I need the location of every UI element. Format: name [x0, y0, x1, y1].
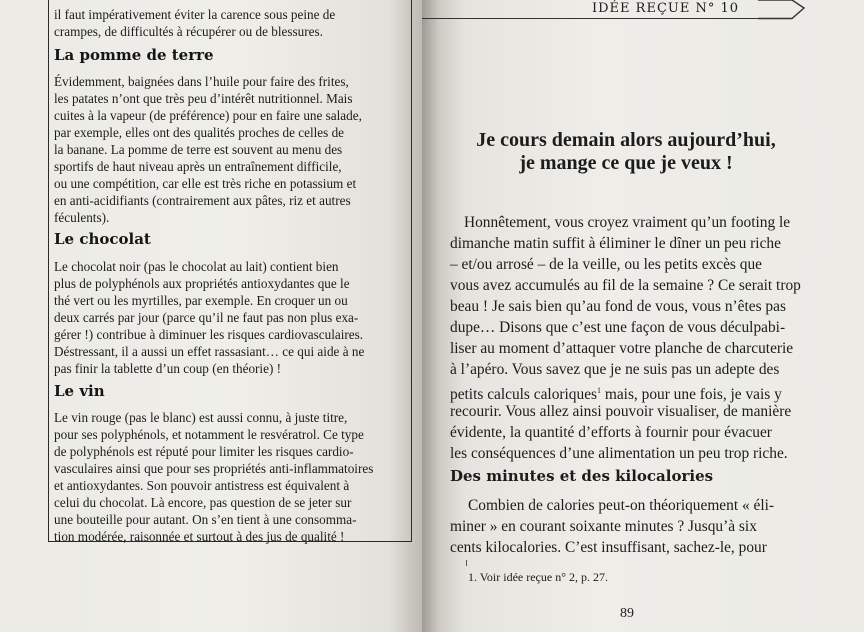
chapter-title-line: je mange ce que je veux ! — [519, 152, 733, 174]
body-text-line: les conséquences d’une alimentation un peu trop riche. — [450, 445, 788, 462]
chapter-title-line: Je cours demain alors aujourd’hui, — [476, 129, 776, 151]
sidebar-text-line: vasculaires ainsi que pour ses propriétés anti-inflammatoires — [54, 461, 374, 476]
sidebar-text-line: Évidemment, baignées dans l’huile pour faire des frites, — [54, 74, 349, 89]
header-tab-label: IDÉE REÇUE N° 10 — [592, 1, 740, 16]
sidebar-text-line: ou une compétition, car elle est très riche en potassium et — [54, 176, 357, 191]
body-text-line: beau ! Je sais bien qu’au fond de vous, vous n’êtes pas — [450, 298, 786, 315]
body-text-line: – et/ou arrosé – de la veille, ou les petits excès que — [450, 256, 762, 273]
section-heading: Des minutes et des kilocalories — [450, 467, 714, 485]
sidebar-text-line: thé vert ou les myrtilles, par exemple. En croquer un ou — [54, 293, 348, 308]
sidebar-text-line: et antioxydantes. Son pouvoir antistress est équivalent à — [54, 478, 350, 493]
sidebar-heading: Le chocolat — [54, 230, 151, 248]
sidebar-text-line: Le chocolat noir (pas le chocolat au lait) contient bien — [54, 259, 339, 274]
sidebar-text-line: la banane. La pomme de terre est souvent au menu des — [54, 142, 343, 157]
sidebar-text-line: sportifs de haut niveau après un entraînement difficile, — [54, 159, 342, 174]
sidebar-text-line: de polyphénols est réputé pour limiter les risques cardio- — [54, 444, 354, 459]
footnote-rule — [466, 560, 467, 566]
sidebar-text-line: une bouteille pour autant. On s’en tient à une consomma- — [54, 512, 357, 527]
sidebar-text-line: plus de polyphénols aux propriétés antioxydantes que le — [54, 276, 350, 291]
footnote-ref: 1 — [597, 386, 602, 395]
sidebar-text-line: deux carrés par jour (parce qu’il ne faut pas non plus exa- — [54, 310, 359, 325]
sidebar-text-line: les patates n’ont que très peu d’intérêt nutritionnel. Mais — [54, 91, 353, 106]
sidebar-heading: La pomme de terre — [54, 46, 214, 64]
sidebar-text-line: par exemple, elles ont des qualités proches de celles de — [54, 125, 345, 140]
body-text-line: miner » en courant soixante minutes ? Jusqu’à six — [450, 518, 757, 535]
sidebar-text-line: en anti-acidifiants (contrairement aux pâtes, riz et autres — [54, 193, 351, 208]
body-text-line: Combien de calories peut-on théoriquement « éli- — [468, 497, 775, 514]
sidebar-text-line: crampes, de difficultés à récupérer ou de blessures. — [54, 24, 323, 39]
sidebar-heading: Le vin — [54, 382, 105, 400]
body-text-line: évidente, la quantité d’efforts à fournir pour évacuer — [450, 424, 772, 441]
sidebar-text-line: pour ses polyphénols, et notamment le resvératrol. Ce type — [54, 427, 364, 442]
sidebar-text-line: pas finir la tablette d’un coup (en théorie) ! — [54, 361, 282, 376]
body-text-line: à l’apéro. Vous savez que je ne suis pas un adepte des — [450, 361, 780, 378]
sidebar-text-line: Déstressant, il a aussi un effet rassasiant… ce qui aide à ne — [54, 344, 365, 359]
sidebar-text-line: gérer !) contribue à diminuer les risques cardiovasculaires. — [54, 327, 364, 342]
body-text-line: Honnêtement, vous croyez vraiment qu’un footing le — [464, 214, 791, 231]
sidebar-text-line: Le vin rouge (pas le blanc) est aussi connu, à juste titre, — [54, 410, 348, 425]
footnote: 1. Voir idée reçue n° 2, p. 27. — [468, 570, 608, 584]
body-text-line: dimanche matin suffit à éliminer le dîner un peu riche — [450, 235, 781, 252]
body-text-line: vous avez accumulés au fil de la semaine ? Ce serait trop — [450, 277, 801, 294]
body-text-segment: mais, pour une fois, je vais y — [601, 386, 782, 404]
sidebar-text-line: cuites à la vapeur (de préférence) pour en faire une salade, — [54, 108, 362, 123]
body-text-line: cents kilocalories. C’est insuffisant, sachez-le, pour — [450, 539, 767, 556]
body-text-line: recourir. Vous allez ainsi pouvoir visualiser, de manière — [450, 403, 792, 420]
body-text-line: liser au moment d’attaquer votre planche de charcuterie — [450, 340, 794, 357]
body-text-segment: petits calculs caloriques — [450, 386, 598, 404]
header-arrow-icon — [758, 0, 808, 21]
body-text-line: dupe… Disons que c’est une façon de vous déculpabi- — [450, 319, 786, 336]
sidebar-text-line: tion modérée, raisonnée et surtout à des jus de qualité ! — [54, 529, 345, 544]
sidebar-text-line: il faut impérativement éviter la carence sous peine de — [54, 7, 336, 22]
sidebar-text-line: celui du chocolat. Là encore, pas question de se jeter sur — [54, 495, 352, 510]
sidebar-text-line: féculents). — [54, 210, 110, 225]
page-number: 89 — [620, 606, 634, 621]
